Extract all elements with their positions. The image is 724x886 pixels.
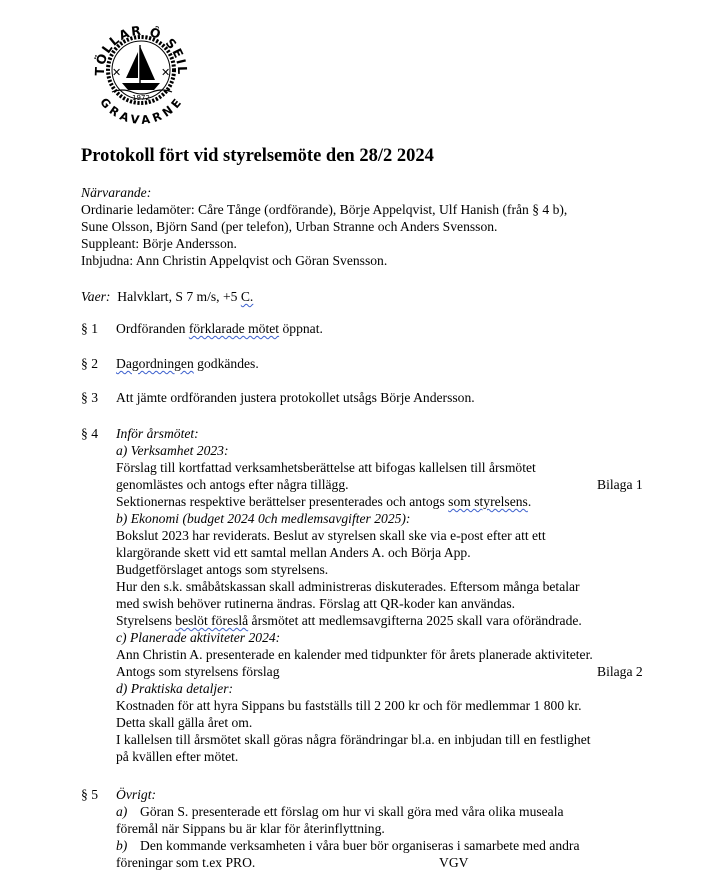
section-4b-line2: klargörande skett vid ett samtal mellan Anders A. och Börja App. [116,545,471,560]
logo-top-text: TÖLLAR Ô SEIL [91,22,191,76]
section-4b-line6: Styrelsens beslöt föreslå årsmötet att medlemsavgifterna 2025 skall vara oförändrade. [116,613,582,628]
section-4-heading: Inför årsmötet: [116,426,199,441]
attendance-heading: Närvarande: [81,185,152,200]
section-5-heading: Övrigt: [116,787,157,802]
section-5b-label: b) [116,838,128,853]
attendance-ordinarie-line1: Ordinarie ledamöter: Cåre Tånge (ordförande), Börje Appelqvist, Ulf Hanish (från § 4 b), [81,202,568,217]
section-4b-heading: b) Ekonomi (budget 2024 0ch medlemsavgifter 2025): [116,511,411,526]
section-4b-line1: Bokslut 2023 har reviderats. Beslut av styrelsen skall ske via e-post efter att ett [116,528,546,543]
section-4d-line3: I kallelsen till årsmötet skall göras några förändringar bl.a. en inbjudan till en festlighet [116,732,591,747]
section-4a-line1: Förslag till kortfattad verksamhetsberättelse att bifogas kallelsen till årsmötet [116,460,536,475]
section-4a-line2: genomlästes och antogs efter några tillägg. [116,477,349,492]
section-4d-line4: på kvällen efter mötet. [116,749,239,764]
section-4d-line2: Detta skall gälla året om. [116,715,253,730]
section-1-text: Ordföranden förklarade mötet öppnat. [116,321,323,336]
section-4d-heading: d) Praktiska detaljer: [116,681,234,696]
section-4b-line4: Hur den s.k. småbåtskassan skall administreras diskuterades. Eftersom många betalar [116,579,580,594]
vgv-mark: VGV [439,855,469,870]
section-4c-line1: Ann Christin A. presenterade en kalender med tidpunkter för årets planerade aktiviteter. [116,647,593,662]
section-5b-line2: föreningar som t.ex PRO. [116,855,256,870]
section-4-number: § 4 [81,426,98,441]
section-5b-line1: Den kommande verksamheten i våra buer bör organiseras i samarbete med andra [140,838,580,853]
section-5a-line2: föremål när Sippans bu är klar för återinflyttning. [116,821,385,836]
logo-year: 1972 [132,94,150,102]
section-5a-line1: Göran S. presenterade ett förslag om hur vi skall göra med våra olika museala [140,804,564,819]
section-1-number: § 1 [81,321,98,336]
weather-end: C. [240,289,254,304]
attendance-suppleant: Suppleant: Börje Andersson. [81,236,237,251]
section-4d-line1: Kostnaden för att hyra Sippans bu fastställs till 2 200 kr och för medlemmar 1 800 kr. [116,698,582,713]
section-2-text: Dagordningen godkändes. [116,356,259,371]
section-4c-heading: c) Planerade aktiviteter 2024: [116,630,281,645]
section-4b-line5: med swish behöver rutinerna ändras. Förslag att QR-koder kan användas. [116,596,516,611]
section-3-number: § 3 [81,390,98,405]
section-4c-line2: Antogs som styrelsens förslag [116,664,280,679]
section-5-number: § 5 [81,787,98,802]
section-4a-line3: Sektionernas respektive berättelser presenterades och antogs som styrelsens. [116,494,532,509]
document-title: Protokoll fört vid styrelsemöte den 28/2 2024 [81,146,434,166]
section-3-text: Att jämte ordföranden justera protokollet utsågs Börje Andersson. [116,390,475,405]
weather-line [81,288,253,305]
club-logo [82,12,200,124]
section-4a-heading: a) Verksamhet 2023: [116,443,229,458]
weather-label: Vaer: [81,289,111,304]
logo-bottom-text: GRAVARNE [97,94,185,124]
section-2-number: § 2 [81,356,98,371]
attendance-inbjudna: Inbjudna: Ann Christin Appelqvist och Göran Svensson. [81,253,388,268]
logo-right-cross: ✕ [161,66,171,79]
section-5a-label: a) [116,804,128,819]
weather-text: Halvklart, S 7 m/s, +5 [117,289,241,304]
attendance-ordinarie-line2: Sune Olsson, Björn Sand (per telefon), Urban Stranne och Anders Svensson. [81,219,498,234]
logo-left-cross: ✕ [112,66,122,79]
bilaga-1-label: Bilaga 1 [597,477,643,492]
section-4b-line3: Budgetförslaget antogs som styrelsens. [116,562,329,577]
bilaga-2-label: Bilaga 2 [597,664,643,679]
